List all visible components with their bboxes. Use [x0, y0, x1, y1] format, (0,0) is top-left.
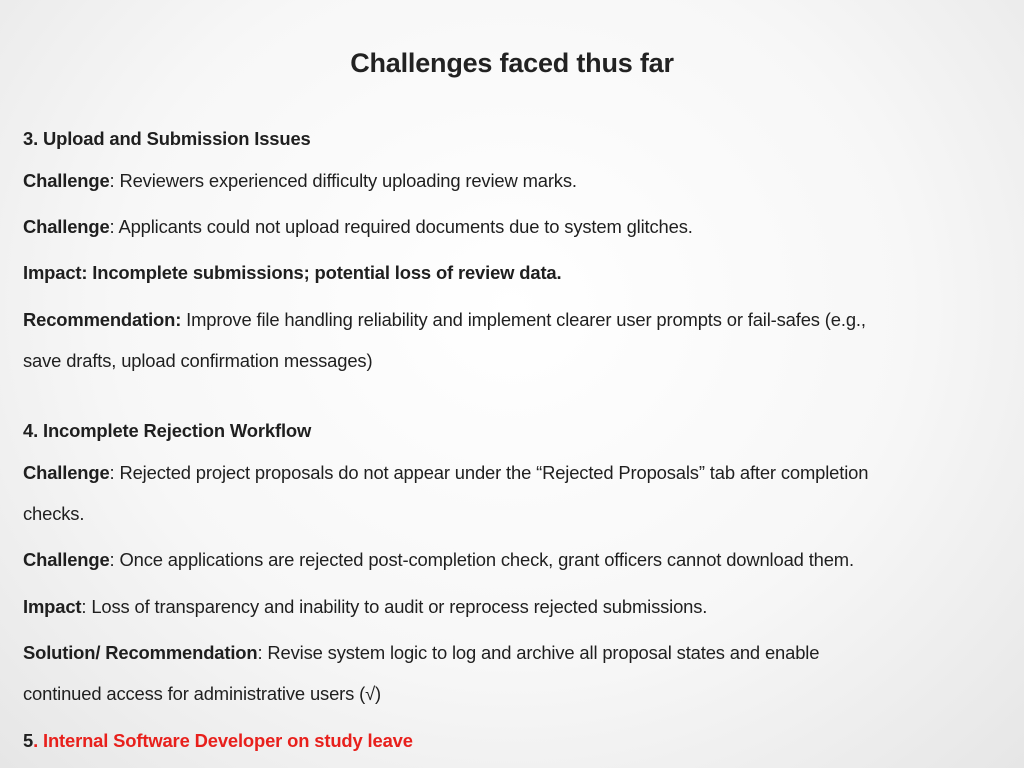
challenge-label: Challenge [23, 170, 110, 191]
slide-title: Challenges faced thus far [350, 48, 674, 78]
challenge-text: Applicants could not upload required documents due to system glitches. [118, 216, 693, 237]
challenge-text: Once applications are rejected post-completion check, grant officers cannot download them. [119, 549, 854, 570]
section3-challenge2 [23, 216, 693, 238]
challenge-label: Challenge [23, 462, 110, 483]
challenge-text: Rejected project proposals do not appear under the “Rejected Proposals” tab after completion [119, 462, 869, 483]
section3-recommendation-line1 [23, 309, 866, 331]
recommendation-label: Recommendation: [23, 309, 182, 330]
impact-label: Impact [23, 596, 82, 617]
challenge-separator: : [109, 216, 119, 237]
challenge-separator: : [109, 549, 120, 570]
section5-number: 5 [23, 730, 34, 751]
solution-label: Solution/ Recommendation [23, 642, 258, 663]
section4-impact [23, 596, 707, 618]
solution-text: Revise system logic to log and archive all proposal states and enable [267, 642, 820, 663]
section3-impact: Impact: Incomplete submissions; potential loss of review data. [23, 262, 562, 283]
section4-heading: 4. Incomplete Rejection Workflow [23, 420, 312, 441]
section4-challenge1-line2: checks. [23, 503, 85, 524]
challenge-label: Challenge [23, 549, 110, 570]
section5-heading [23, 730, 413, 752]
challenge-separator: : [109, 462, 120, 483]
recommendation-text: Improve file handling reliability and implement clearer user prompts or fail-safes (e.g., [181, 309, 866, 330]
section4-challenge1-line1 [23, 462, 868, 484]
solution-separator: : [257, 642, 268, 663]
section3-heading: 3. Upload and Submission Issues [23, 128, 311, 149]
section5-title: . Internal Software Developer on study leave [33, 730, 413, 751]
section3-challenge1 [23, 170, 577, 192]
challenge-separator: : [109, 170, 120, 191]
section4-solution-line2: continued access for administrative users (√) [23, 683, 382, 704]
impact-text: Loss of transparency and inability to audit or reprocess rejected submissions. [91, 596, 708, 617]
challenge-label: Challenge [23, 216, 110, 237]
section4-solution-line1 [23, 642, 819, 664]
challenge-text: Reviewers experienced difficulty uploading review marks. [119, 170, 577, 191]
section3-recommendation-line2: save drafts, upload confirmation messages) [23, 350, 373, 371]
impact-separator: : [81, 596, 92, 617]
section4-challenge2 [23, 549, 854, 571]
